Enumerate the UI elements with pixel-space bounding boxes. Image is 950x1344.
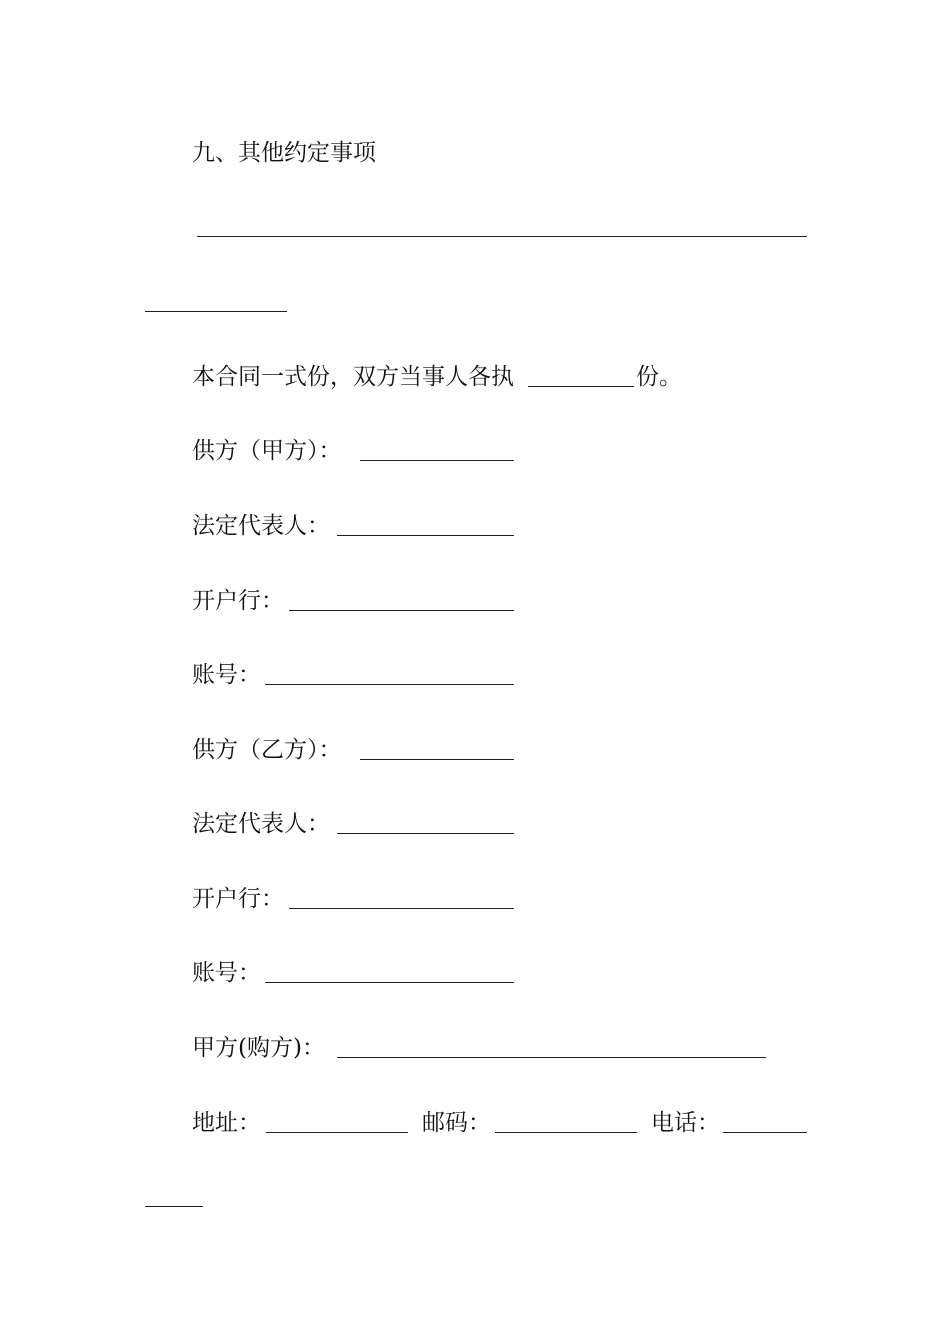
supplier-a-bank-label: 开户行： <box>192 588 284 614</box>
supplier-b-account-label: 账号： <box>192 960 261 986</box>
supplier-b-account-blank <box>265 982 514 983</box>
copies-text-before: 本合同一式份，双方当事人各执 <box>192 364 514 390</box>
buyer-address-blank <box>266 1132 408 1133</box>
buyer-phone-blank <box>723 1132 807 1133</box>
supplier-a-representative-label: 法定代表人： <box>192 513 330 539</box>
buyer-postcode-blank <box>495 1132 637 1133</box>
supplier-a-party-label: 供方（甲方）： <box>192 438 342 464</box>
supplier-b-representative-label: 法定代表人： <box>192 811 330 837</box>
buyer-party-label: 甲方(购方)： <box>192 1035 325 1061</box>
buyer-postcode-label: 邮码： <box>422 1110 491 1136</box>
supplier-a-account-blank <box>265 684 514 685</box>
supplier-a-account-label: 账号： <box>192 662 261 688</box>
supplier-a-party-blank <box>360 460 514 461</box>
copies-text-after: 份。 <box>636 364 682 390</box>
section-heading: 九、其他约定事项 <box>192 140 376 166</box>
supplier-b-bank-blank <box>289 908 514 909</box>
other-terms-blank-line <box>197 236 807 237</box>
buyer-phone-blank-continued <box>145 1206 203 1207</box>
supplier-a-representative-blank <box>337 535 514 536</box>
other-terms-blank-line-continued <box>145 311 287 312</box>
supplier-b-party-blank <box>360 759 514 760</box>
supplier-b-representative-blank <box>337 833 514 834</box>
supplier-b-party-label: 供方（乙方）： <box>192 737 342 763</box>
buyer-address-label: 地址： <box>192 1110 261 1136</box>
buyer-phone-label: 电话： <box>651 1110 720 1136</box>
buyer-party-blank <box>337 1057 766 1058</box>
supplier-a-bank-blank <box>289 610 514 611</box>
supplier-b-bank-label: 开户行： <box>192 886 284 912</box>
copies-count-blank <box>528 386 634 387</box>
